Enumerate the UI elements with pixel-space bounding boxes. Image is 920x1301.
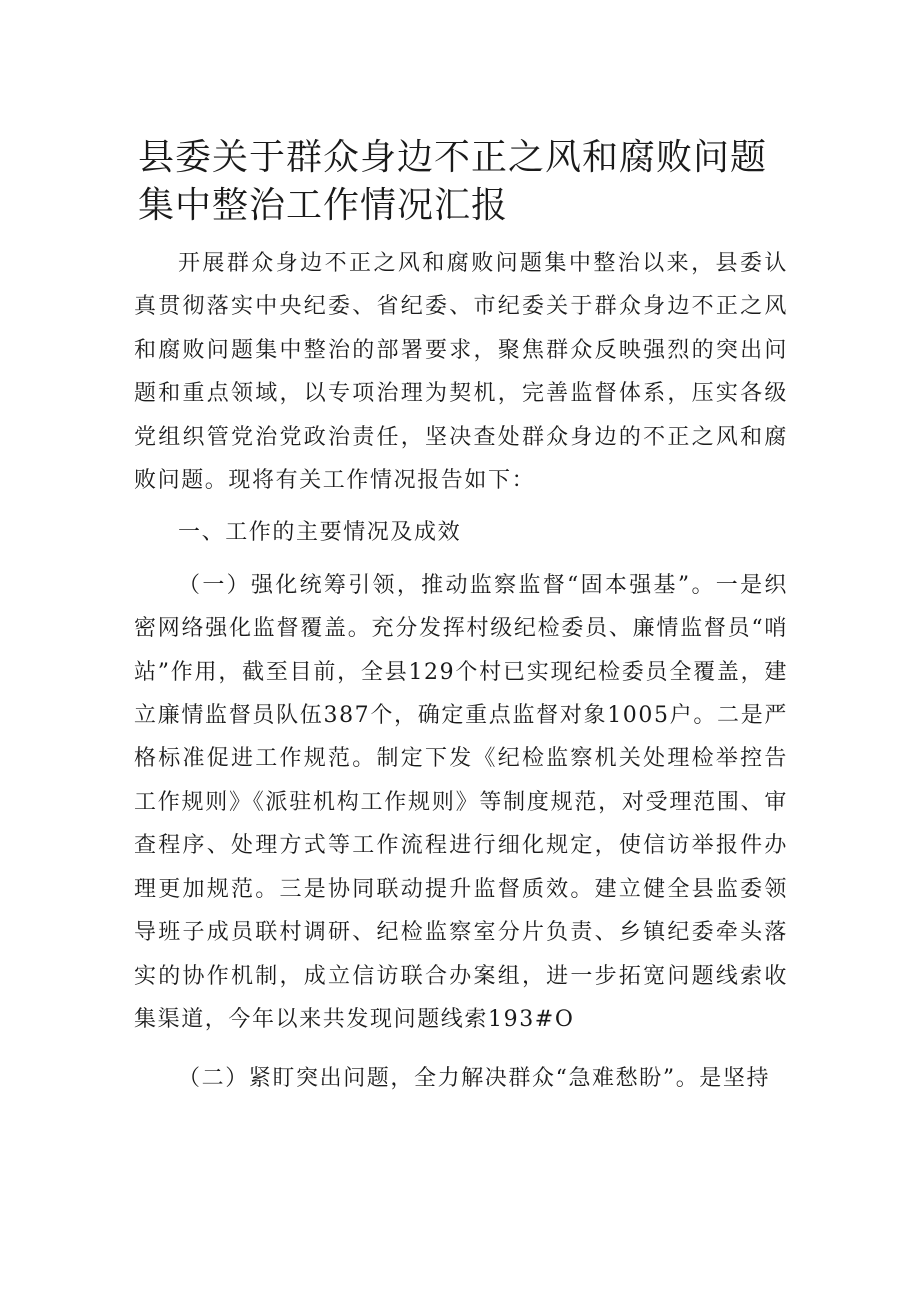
paragraph-subsection-1: （一）强化统筹引领，推动监察监督“固本强基”。一是织密网络强化监督覆盖。充分发挥村级纪检委员、廉情监督员“哨站”作用，截至目前，全县129个村已实现纪检委员全覆盖，建立廉情监督员队伍387个，确定重点监督对象1005户。二是严格标准促进工作规范。制定下发《纪检监察机关处理检举控告工作规则》《派驻机构工作规则》等制度规范，对受理范围、审查程序、处理方式等工作流程进行细化规定，使信访举报件办理更加规范。三是协同联动提升监督质效。建立健全县监委领导班子成员联村调研、纪检监察室分片负责、乡镇纪委牵头落实的协作机制，成立信访联合办案组，进一步拓宽问题线索收集渠道，今年以来共发现问题线索193#O <box>134 572 788 1032</box>
paragraph-intro: 开展群众身边不正之风和腐败问题集中整治以来，县委认真贯彻落实中央纪委、省纪委、市纪委关于群众身边不正之风和腐败问题集中整治的部署要求，聚焦群众反映强烈的突出问题和重点领域，以专项治理为契机，完善监督体系，压实各级党组织管党治党政治责任，坚决查处群众身边的不正之风和腐败问题。现将有关工作情况报告如下： <box>134 251 788 494</box>
document-title: 县委关于群众身边不正之风和腐败问题集中整治工作情况汇报 <box>138 137 768 226</box>
document-body <box>134 242 788 1101</box>
section-heading-1: 一、工作的主要情况及成效 <box>178 520 462 546</box>
paragraph-subsection-2: （二）紧盯突出问题，全力解决群众“急难愁盼”。是坚持 <box>178 1066 771 1092</box>
